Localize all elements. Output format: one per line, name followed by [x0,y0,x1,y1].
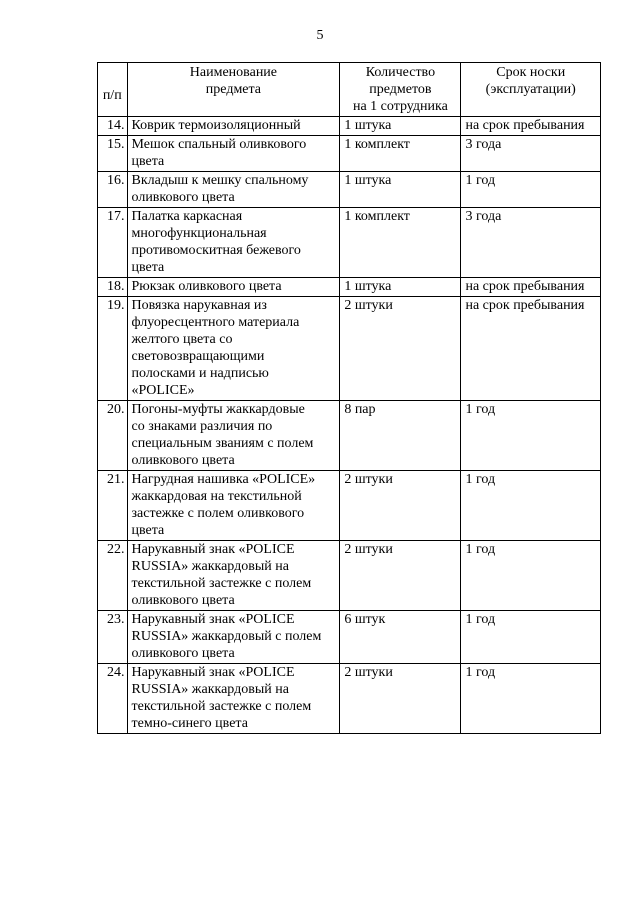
cell-num: 14. [98,117,128,136]
cell-name: Нарукавный знак «POLICE RUSSIA» жаккардовый на текстильной застежке с полем темно-синего цвета [127,664,340,734]
table-row [98,117,601,136]
cell-term: 1 год [461,471,601,541]
table-row [98,297,601,401]
cell-name: Нарукавный знак «POLICE RUSSIA» жаккардовый на текстильной застежке с полем оливкового цвета [127,541,340,611]
cell-term: на срок пребывания [461,278,601,297]
table-row [98,471,601,541]
cell-name: Повязка нарукавная из флуоресцентного материала желтого цвета со световозвращающими полосками и надписью «POLICE» [127,297,340,401]
header-num: п/п [98,63,128,117]
cell-num: 15. [98,136,128,172]
table-row [98,664,601,734]
cell-name: Палатка каркасная многофункциональная противомоскитная бежевого цвета [127,208,340,278]
table-row [98,541,601,611]
cell-num: 22. [98,541,128,611]
cell-num: 21. [98,471,128,541]
cell-term: 3 года [461,208,601,278]
cell-term: на срок пребывания [461,297,601,401]
page-number: 5 [316,28,324,43]
cell-num: 17. [98,208,128,278]
items-table [97,62,601,734]
cell-term: 1 год [461,172,601,208]
cell-name: Нарукавный знак «POLICE RUSSIA» жаккардовый с полем оливкового цвета [127,611,340,664]
cell-num: 19. [98,297,128,401]
cell-term: 3 года [461,136,601,172]
cell-term: на срок пребывания [461,117,601,136]
cell-qty: 2 штуки [340,664,461,734]
cell-name: Вкладыш к мешку спальному оливкового цвета [127,172,340,208]
header-qty: Количество предметов на 1 сотрудника [340,63,461,117]
cell-term: 1 год [461,664,601,734]
table-row [98,401,601,471]
table-header-row [98,63,601,117]
cell-name: Коврик термоизоляционный [127,117,340,136]
cell-name: Нагрудная нашивка «POLICE» жаккардовая на текстильной застежке с полем оливкового цвета [127,471,340,541]
cell-num: 20. [98,401,128,471]
cell-qty: 1 штука [340,172,461,208]
cell-name: Погоны-муфты жаккардовые со знаками различия по специальным званиям с полем оливкового цвета [127,401,340,471]
cell-term: 1 год [461,401,601,471]
cell-term: 1 год [461,611,601,664]
cell-name: Рюкзак оливкового цвета [127,278,340,297]
header-term: Срок носки (эксплуатации) [461,63,601,117]
cell-num: 16. [98,172,128,208]
cell-qty: 2 штуки [340,541,461,611]
cell-qty: 2 штуки [340,471,461,541]
header-name: Наименование предмета [127,63,340,117]
cell-qty: 6 штук [340,611,461,664]
cell-qty: 8 пар [340,401,461,471]
cell-num: 18. [98,278,128,297]
cell-term: 1 год [461,541,601,611]
table-row [98,136,601,172]
table-row [98,611,601,664]
cell-name: Мешок спальный оливкового цвета [127,136,340,172]
table-row [98,278,601,297]
table-row [98,172,601,208]
cell-qty: 1 штука [340,117,461,136]
table-row [98,208,601,278]
cell-qty: 1 комплект [340,136,461,172]
cell-qty: 1 штука [340,278,461,297]
cell-num: 24. [98,664,128,734]
cell-qty: 2 штуки [340,297,461,401]
cell-num: 23. [98,611,128,664]
cell-qty: 1 комплект [340,208,461,278]
